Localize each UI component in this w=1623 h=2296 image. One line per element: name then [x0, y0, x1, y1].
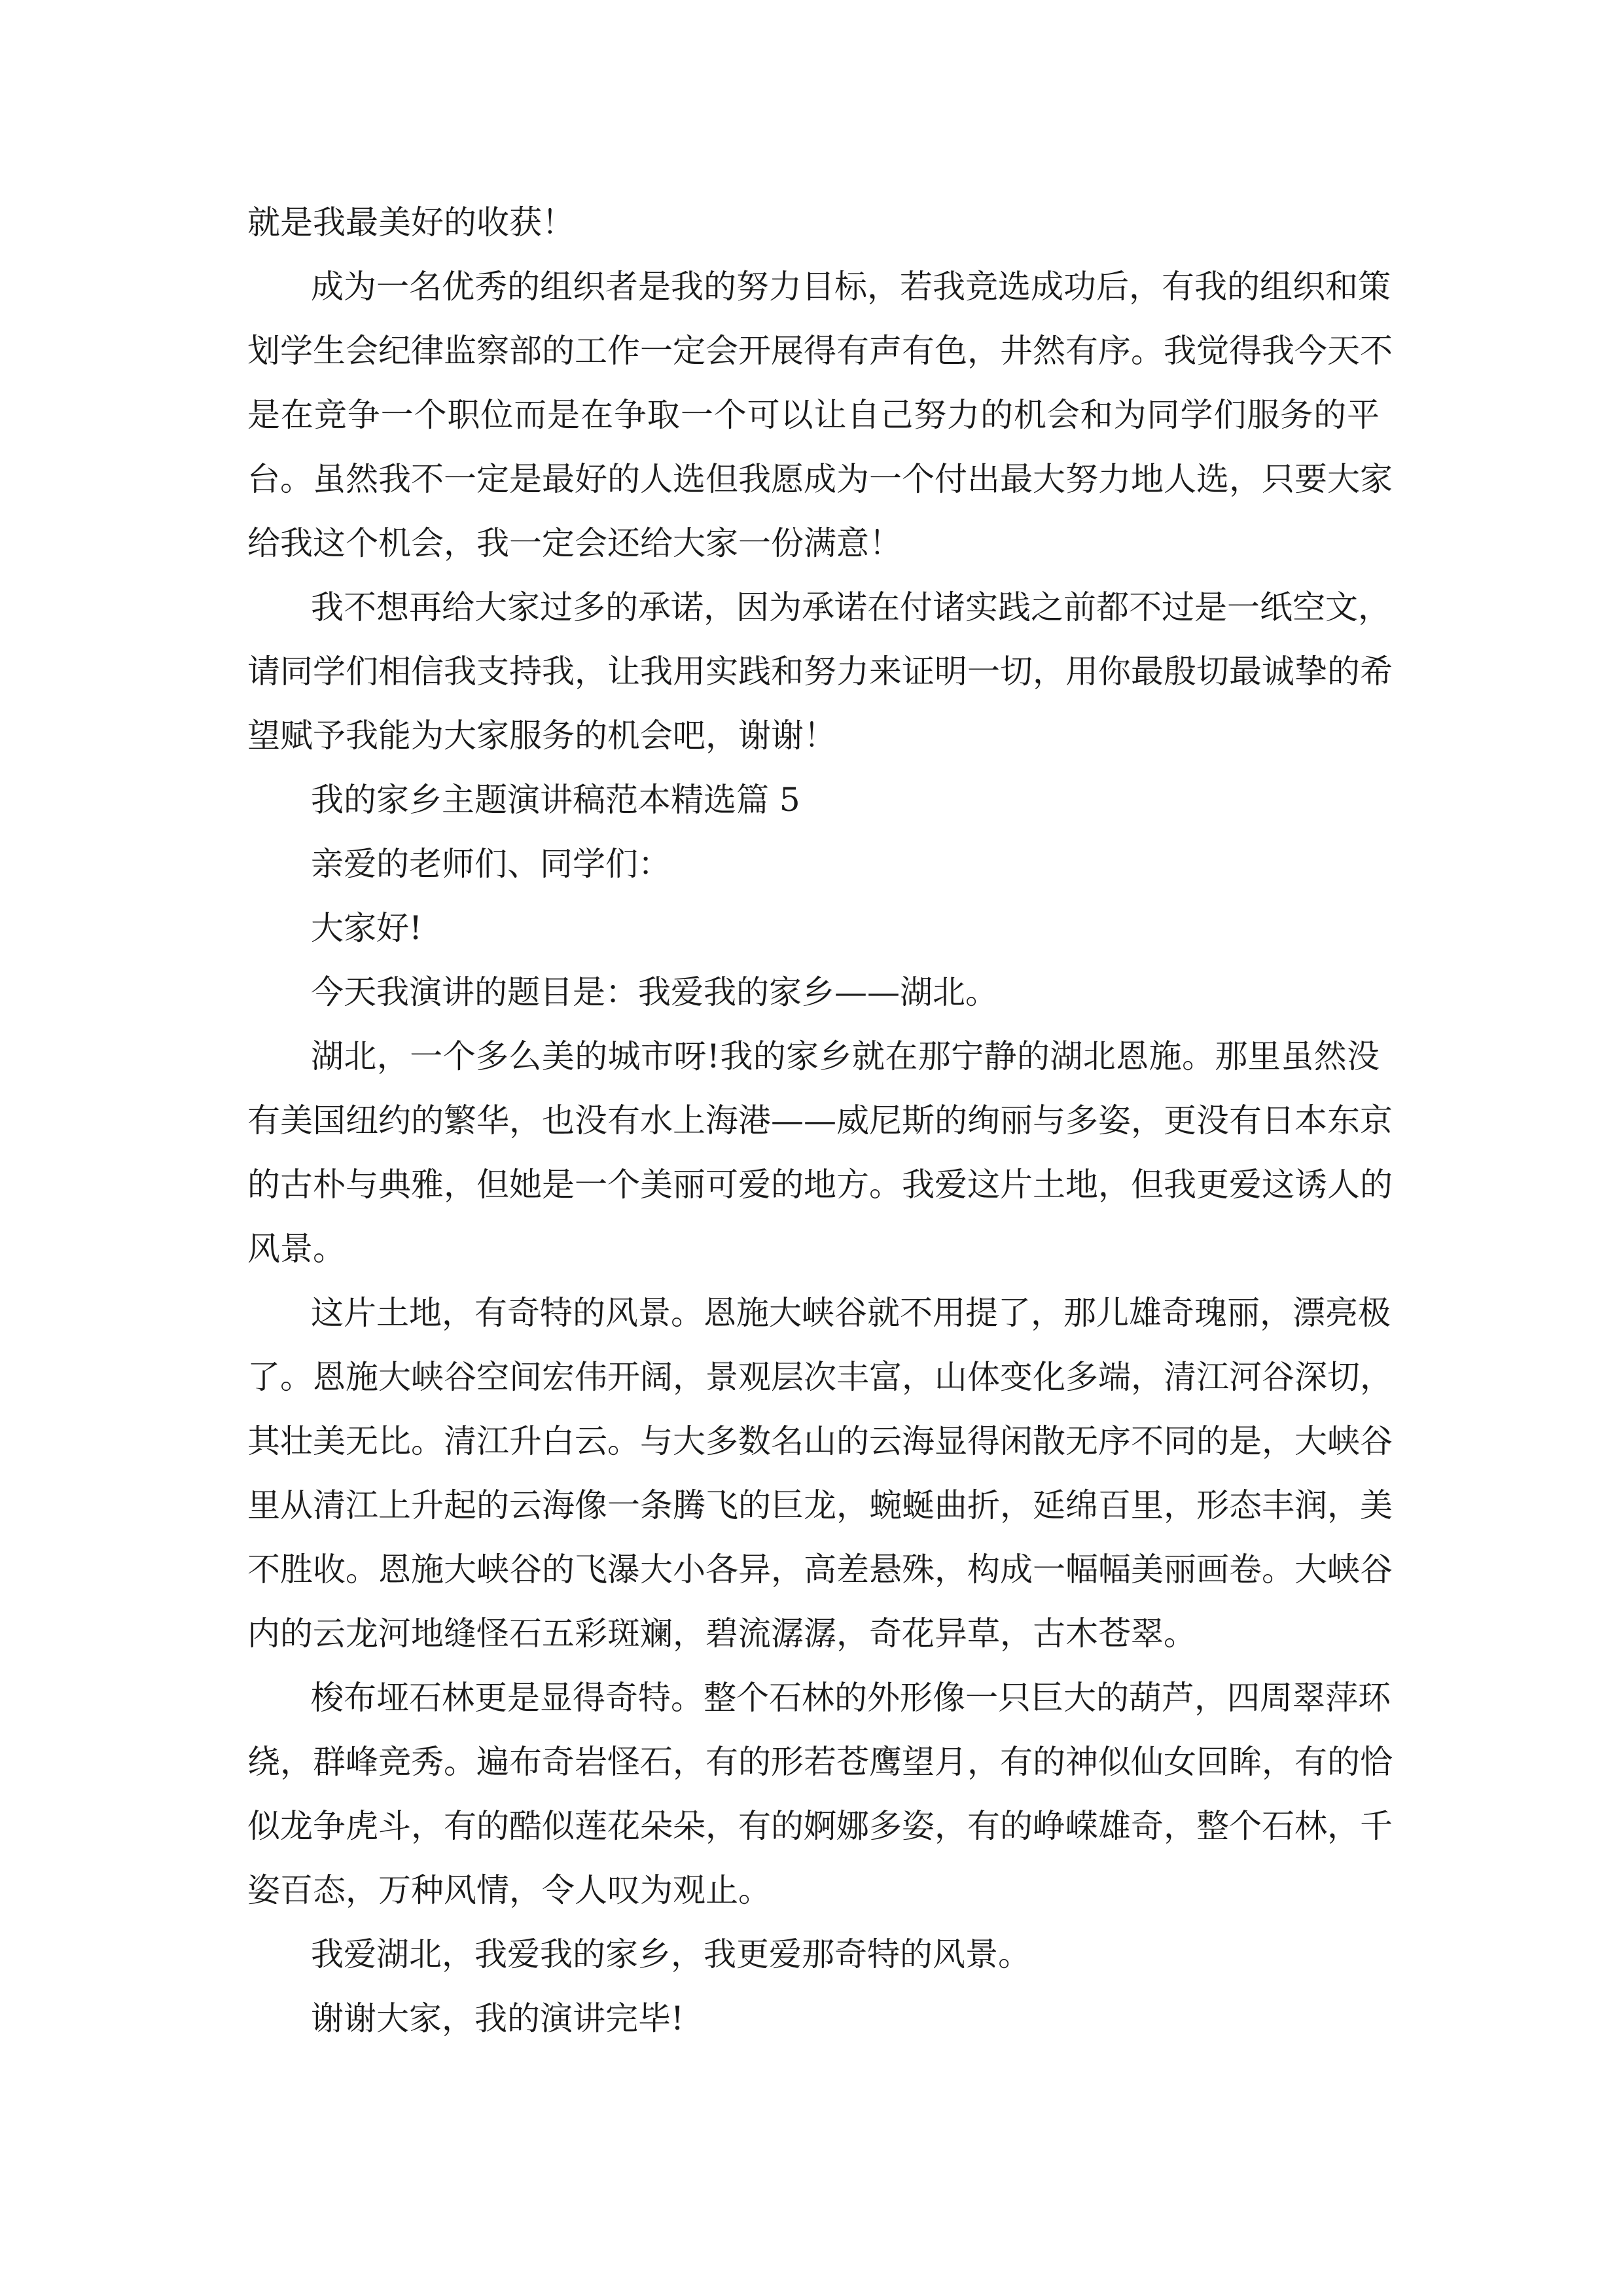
text-line: 风景。: [247, 1230, 346, 1268]
text-line: 就是我最美好的收获！: [247, 204, 575, 242]
text-line: 台。虽然我不一定是最好的人选但我愿成为一个付出最大努力地人选，只要大家: [247, 460, 1393, 498]
greeting: 大家好!: [311, 909, 423, 947]
text-line: 湖北，一个多么美的城市呀!我的家乡就在那宁静的湖北恩施。那里虽然没: [311, 1037, 1380, 1075]
text-line: 划学生会纪律监察部的工作一定会开展得有声有色，井然有序。我觉得我今天不: [247, 332, 1393, 370]
text-line: 我不想再给大家过多的承诺，因为承诺在付诸实践之前都不过是一纸空文，: [311, 588, 1391, 626]
text-line: 这片土地，有奇特的风景。恩施大峡谷就不用提了，那儿雄奇瑰丽，漂亮极: [311, 1294, 1391, 1332]
text-line: 不胜收。恩施大峡谷的飞瀑大小各异，高差悬殊，构成一幅幅美丽画卷。大峡谷: [247, 1551, 1393, 1588]
text-line: 有美国纽约的繁华，也没有水上海港——威尼斯的绚丽与多姿，更没有日本东京: [247, 1102, 1393, 1139]
text-line: 里从清江上升起的云海像一条腾飞的巨龙，蜿蜒曲折，延绵百里，形态丰润，美: [247, 1486, 1393, 1524]
text-line: 梭布垭石林更是显得奇特。整个石林的外形像一只巨大的葫芦，四周翠萍环: [311, 1679, 1391, 1717]
speech-topic: 今天我演讲的题目是：我爱我的家乡——湖北。: [311, 973, 998, 1011]
text-line: 其壮美无比。清江升白云。与大多数名山的云海显得闲散无序不同的是，大峡谷: [247, 1422, 1393, 1460]
text-line: 内的云龙河地缝怪石五彩斑斓，碧流潺潺，奇花异草，古木苍翠。: [247, 1615, 1196, 1653]
text-line: 是在竞争一个职位而是在争取一个可以让自己努力的机会和为同学们服务的平: [247, 396, 1380, 434]
text-line: 成为一名优秀的组织者是我的努力目标，若我竞选成功后，有我的组织和策: [311, 268, 1391, 306]
text-line: 给我这个机会，我一定会还给大家一份满意！: [247, 524, 902, 562]
text-line: 请同学们相信我支持我，让我用实践和努力来证明一切，用你最殷切最诚挚的希: [247, 653, 1393, 691]
section-heading: 我的家乡主题演讲稿范本精选篇 5: [311, 781, 800, 819]
closing-line: 谢谢大家，我的演讲完毕!: [311, 2000, 685, 2037]
salutation: 亲爱的老师们、同学们：: [311, 845, 671, 883]
text-line: 望赋予我能为大家服务的机会吧，谢谢！: [247, 717, 836, 755]
text-line: 姿百态，万种风情，令人叹为观止。: [247, 1871, 771, 1909]
text-line: 似龙争虎斗，有的酷似莲花朵朵，有的婀娜多姿，有的峥嵘雄奇，整个石林，千: [247, 1807, 1393, 1845]
text-line: 的古朴与典雅，但她是一个美丽可爱的地方。我爱这片土地，但我更爱这诱人的: [247, 1166, 1393, 1204]
text-line: 了。恩施大峡谷空间宏伟开阔，景观层次丰富，山体变化多端，清江河谷深切，: [247, 1358, 1393, 1396]
text-line: 我爱湖北，我爱我的家乡，我更爱那奇特的风景。: [311, 1935, 1031, 1973]
text-line: 绕，群峰竞秀。遍布奇岩怪石，有的形若苍鹰望月，有的神似仙女回眸，有的恰: [247, 1743, 1393, 1781]
